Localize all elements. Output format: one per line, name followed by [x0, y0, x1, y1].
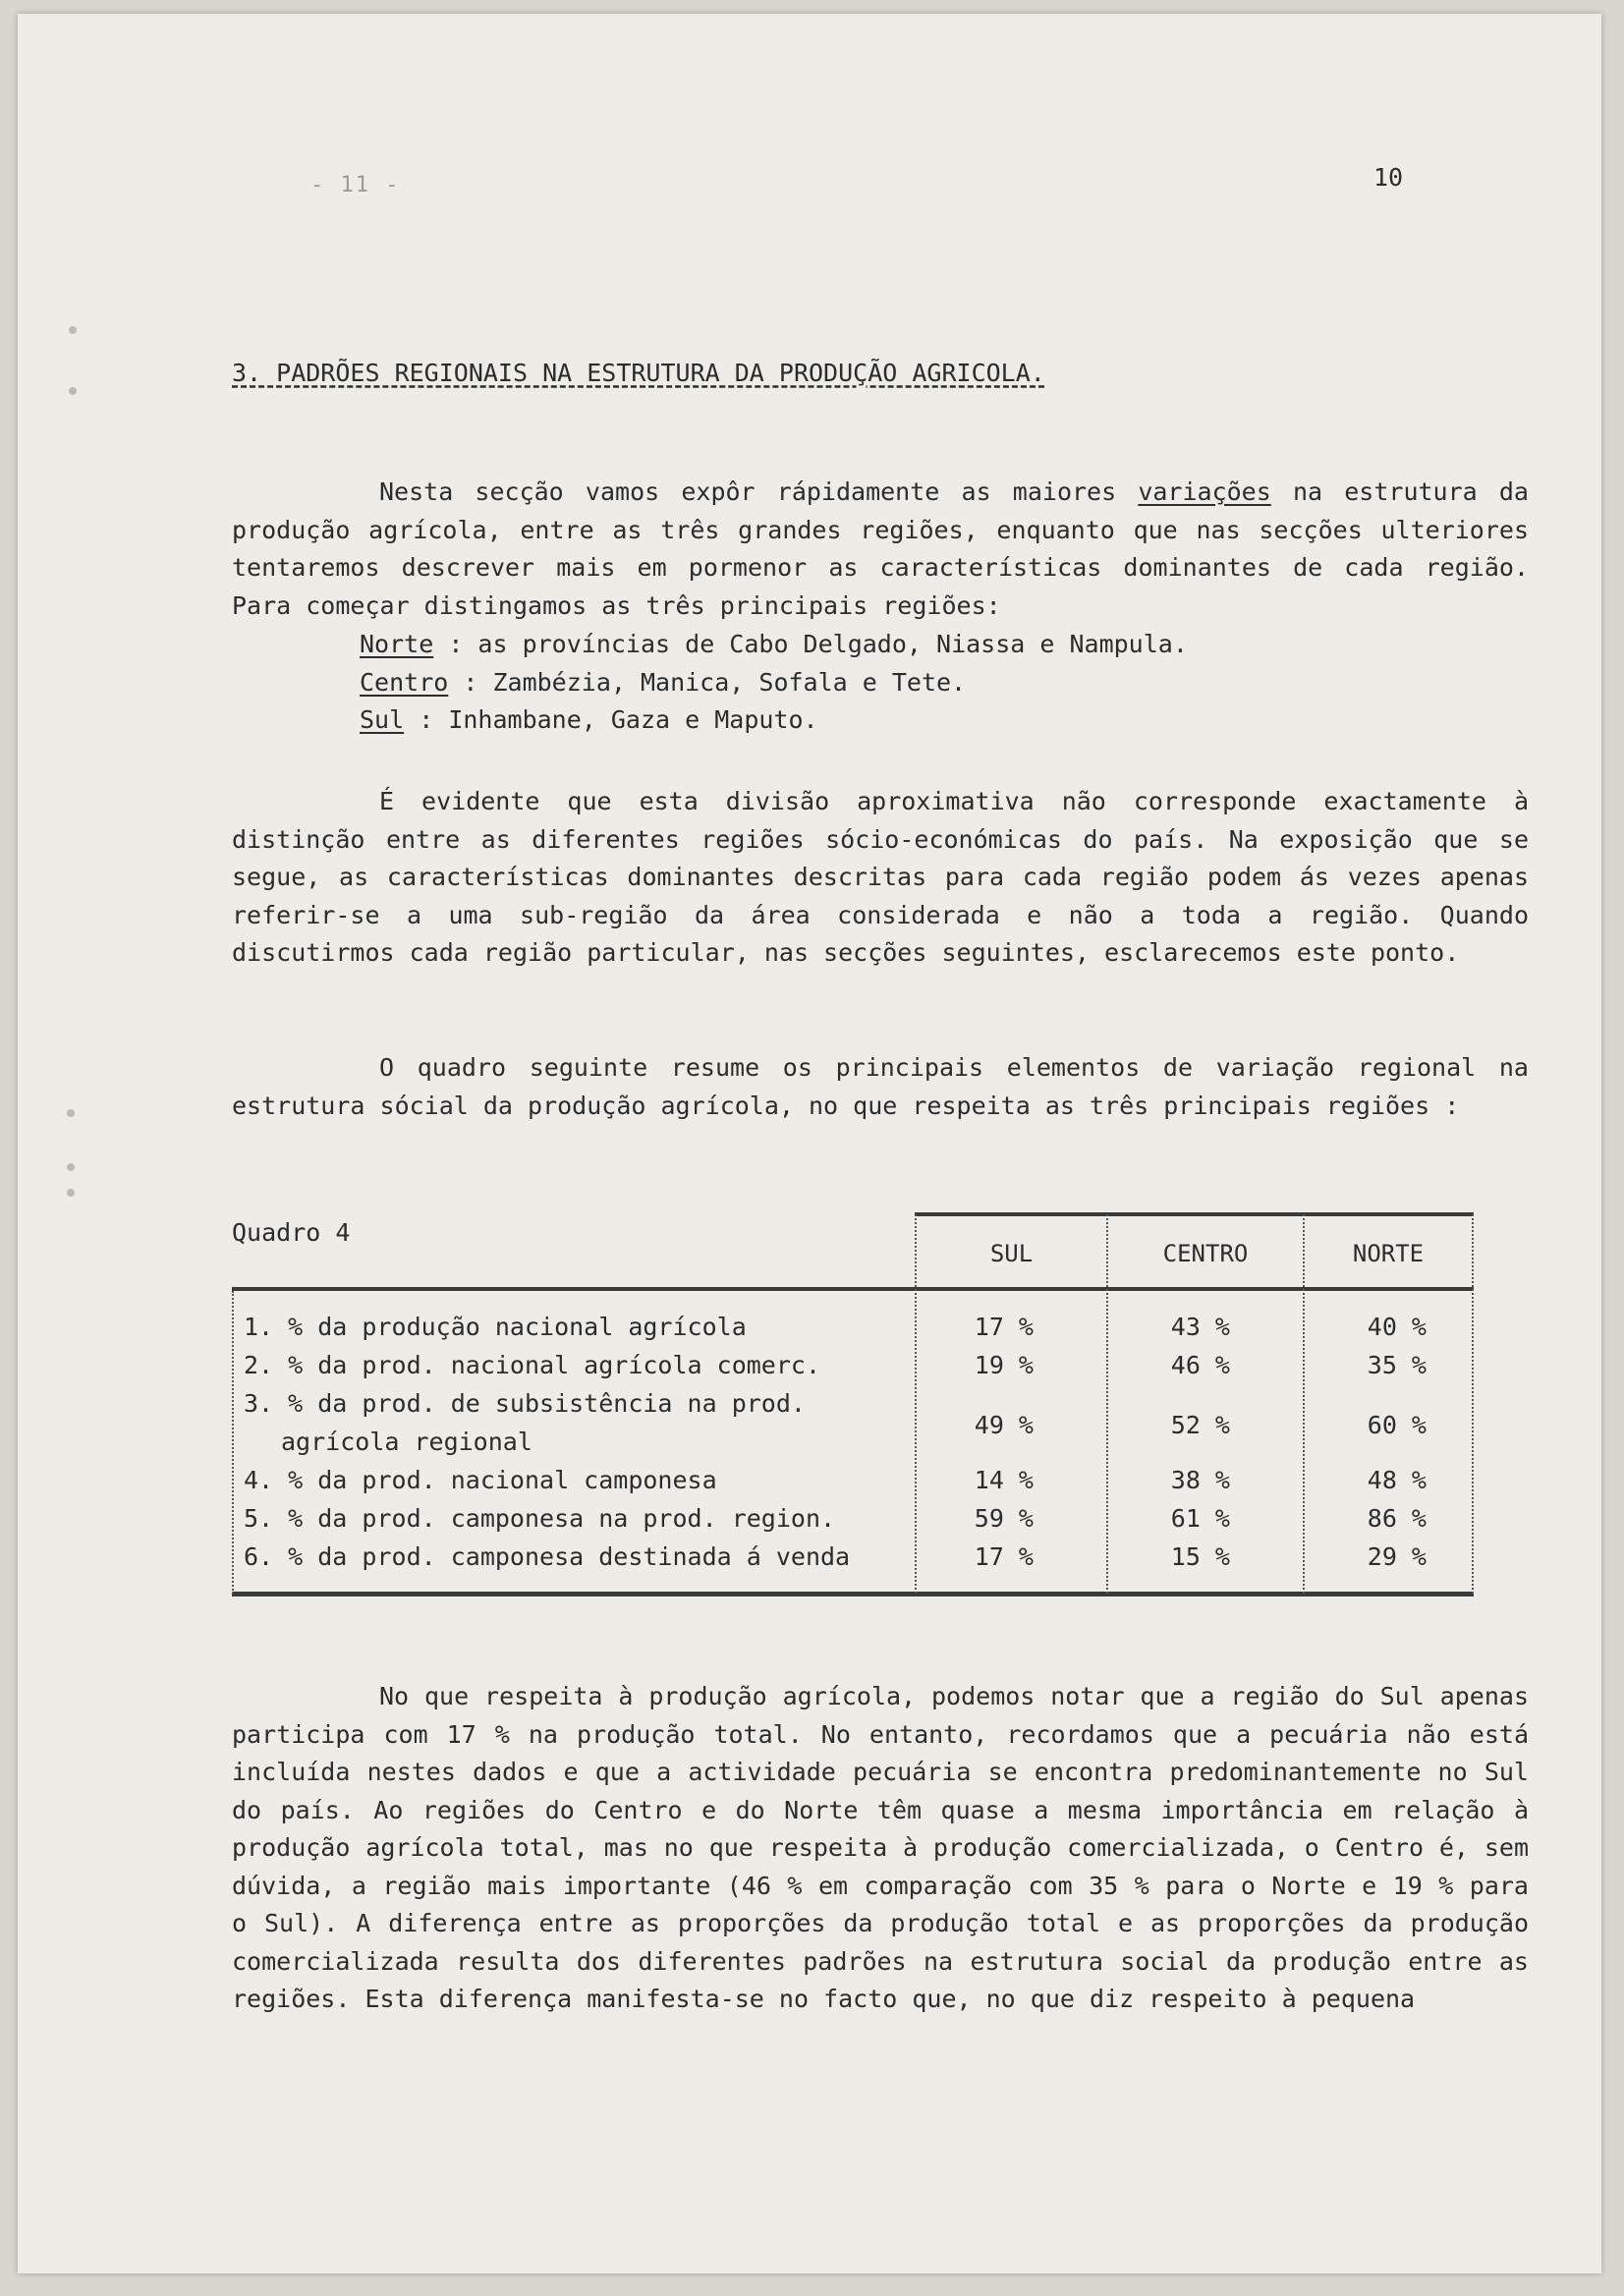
- row-label: 2. % da prod. nacional agrícola comerc.: [244, 1351, 820, 1379]
- punch-hole-mark: [67, 1163, 75, 1171]
- quadro-4-table: [232, 1218, 1474, 1601]
- cell-value: 38 %: [1170, 1466, 1230, 1494]
- cell-value: 40 %: [1367, 1313, 1427, 1341]
- cell-value: 43 %: [1170, 1313, 1230, 1341]
- corner-mark: - 11 -: [310, 173, 401, 197]
- row-label: 3. % da prod. de subsistência na prod.: [244, 1389, 806, 1418]
- para1-text-a: Nesta secção vamos expôr rápidamente as maiores: [379, 477, 1139, 506]
- paragraph-table-intro: O quadro seguinte resume os principais elementos de variação regional na estrutura sócial da produção agrícola, no que respeita as três principais regiões :: [232, 1053, 1529, 1120]
- table-bottom-rule: [232, 1592, 1474, 1596]
- col-header-sul: SUL: [989, 1240, 1034, 1267]
- row-label: 5. % da prod. camponesa na prod. region.: [244, 1504, 836, 1533]
- cell-value: 29 %: [1367, 1542, 1427, 1571]
- punch-hole-mark: [67, 1109, 75, 1117]
- cell-value: 60 %: [1367, 1411, 1427, 1439]
- region-item: Centro : Zambézia, Manica, Sofala e Tete.: [360, 667, 967, 697]
- col-divider: [915, 1214, 917, 1594]
- cell-value: 17 %: [974, 1542, 1034, 1571]
- col-divider: [232, 1291, 234, 1594]
- region-item: Sul : Inhambane, Gaza e Maputo.: [360, 705, 818, 734]
- para1-text-b: na estrutura da produção agrícola, entre as três grandes regiões, enquanto que nas secções ulteriores tentaremos descrever mais em pormenor as características dominantes de cada região. Para começar distingamos as três principais regiões:: [232, 477, 1529, 620]
- regions-list: [360, 626, 1188, 740]
- region-desc: Zambézia, Manica, Sofala e Tete.: [492, 667, 967, 697]
- table-label: Quadro 4: [232, 1218, 351, 1247]
- document-page: [18, 14, 1601, 2273]
- cell-value: 15 %: [1170, 1542, 1230, 1571]
- row-label: 4. % da prod. nacional camponesa: [244, 1466, 717, 1494]
- col-divider: [1106, 1214, 1108, 1594]
- cell-value: 61 %: [1170, 1504, 1230, 1533]
- cell-value: 86 %: [1367, 1504, 1427, 1533]
- cell-value: 46 %: [1170, 1351, 1230, 1379]
- region-item: Norte : as províncias de Cabo Delgado, Niassa e Nampula.: [360, 630, 1188, 658]
- col-divider: [1472, 1214, 1474, 1594]
- punch-hole-mark: [67, 1189, 75, 1197]
- region-desc: as províncias de Cabo Delgado, Niassa e Nampula.: [477, 630, 1188, 658]
- punch-hole-mark: [69, 387, 77, 395]
- cell-value: 52 %: [1170, 1411, 1230, 1439]
- cell-value: 35 %: [1367, 1351, 1427, 1379]
- page-number: 10: [1373, 163, 1404, 192]
- cell-value: 17 %: [974, 1313, 1034, 1341]
- cell-value: 14 %: [974, 1466, 1034, 1494]
- para1-underlined: variações: [1138, 477, 1271, 506]
- region-name: Sul: [360, 705, 405, 734]
- header-top-rule: [915, 1212, 1474, 1216]
- row-label-cont: agrícola regional: [281, 1428, 532, 1456]
- header-bottom-rule: [232, 1287, 1474, 1291]
- cell-value: 49 %: [974, 1411, 1034, 1439]
- cell-value: 59 %: [974, 1504, 1034, 1533]
- col-header-centro: CENTRO: [1162, 1240, 1249, 1267]
- row-label: 6. % da prod. camponesa destinada á venda: [244, 1542, 851, 1571]
- paragraph-intro: [232, 474, 1529, 625]
- region-name: Centro: [360, 667, 449, 697]
- punch-hole-mark: [69, 326, 77, 334]
- col-divider: [1303, 1214, 1305, 1594]
- region-name: Norte: [360, 630, 434, 658]
- region-desc: Inhambane, Gaza e Maputo.: [448, 705, 818, 734]
- cell-value: 48 %: [1367, 1466, 1427, 1494]
- row-label: 1. % da produção nacional agrícola: [244, 1313, 747, 1341]
- paragraph-division: É evidente que esta divisão aproximativa não corresponde exactamente à distinção entre as diferentes regiões sócio-económicas do país. Na exposição que se segue, as características dominantes descritas para cada região podem ás vezes apenas referir-se a uma sub-região da área considerada e não a toda a região. Quando discutirmos cada região particular, nas secções seguintes, esclarecemos este ponto.: [232, 787, 1529, 967]
- section-heading: 3. PADRÕES REGIONAIS NA ESTRUTURA DA PRODUÇÃO AGRICOLA.: [232, 359, 1045, 387]
- col-header-norte: NORTE: [1352, 1240, 1425, 1267]
- cell-value: 19 %: [974, 1351, 1034, 1379]
- paragraph-analysis: No que respeita à produção agrícola, podemos notar que a região do Sul apenas participa com 17 % na produção total. No entanto, recordamos que a pecuária não está incluída nestes dados e que a actividade pecuária se encontra predominantemente no Sul do país. Ao regiões do Centro e do Norte têm quase a mesma importância em relação à produção agrícola total, mas no que respeita à produção comercializada, o Centro é, sem dúvida, a região mais importante (46 % em comparação com 35 % para o Norte e 19 % para o Sul). A diferença entre as proporções da produção total e as proporções da produção comercializada resulta dos diferentes padrões na estrutura social da produção entre as regiões. Esta diferença manifesta-se no facto que, no que diz respeito à pequena: [232, 1682, 1529, 2013]
